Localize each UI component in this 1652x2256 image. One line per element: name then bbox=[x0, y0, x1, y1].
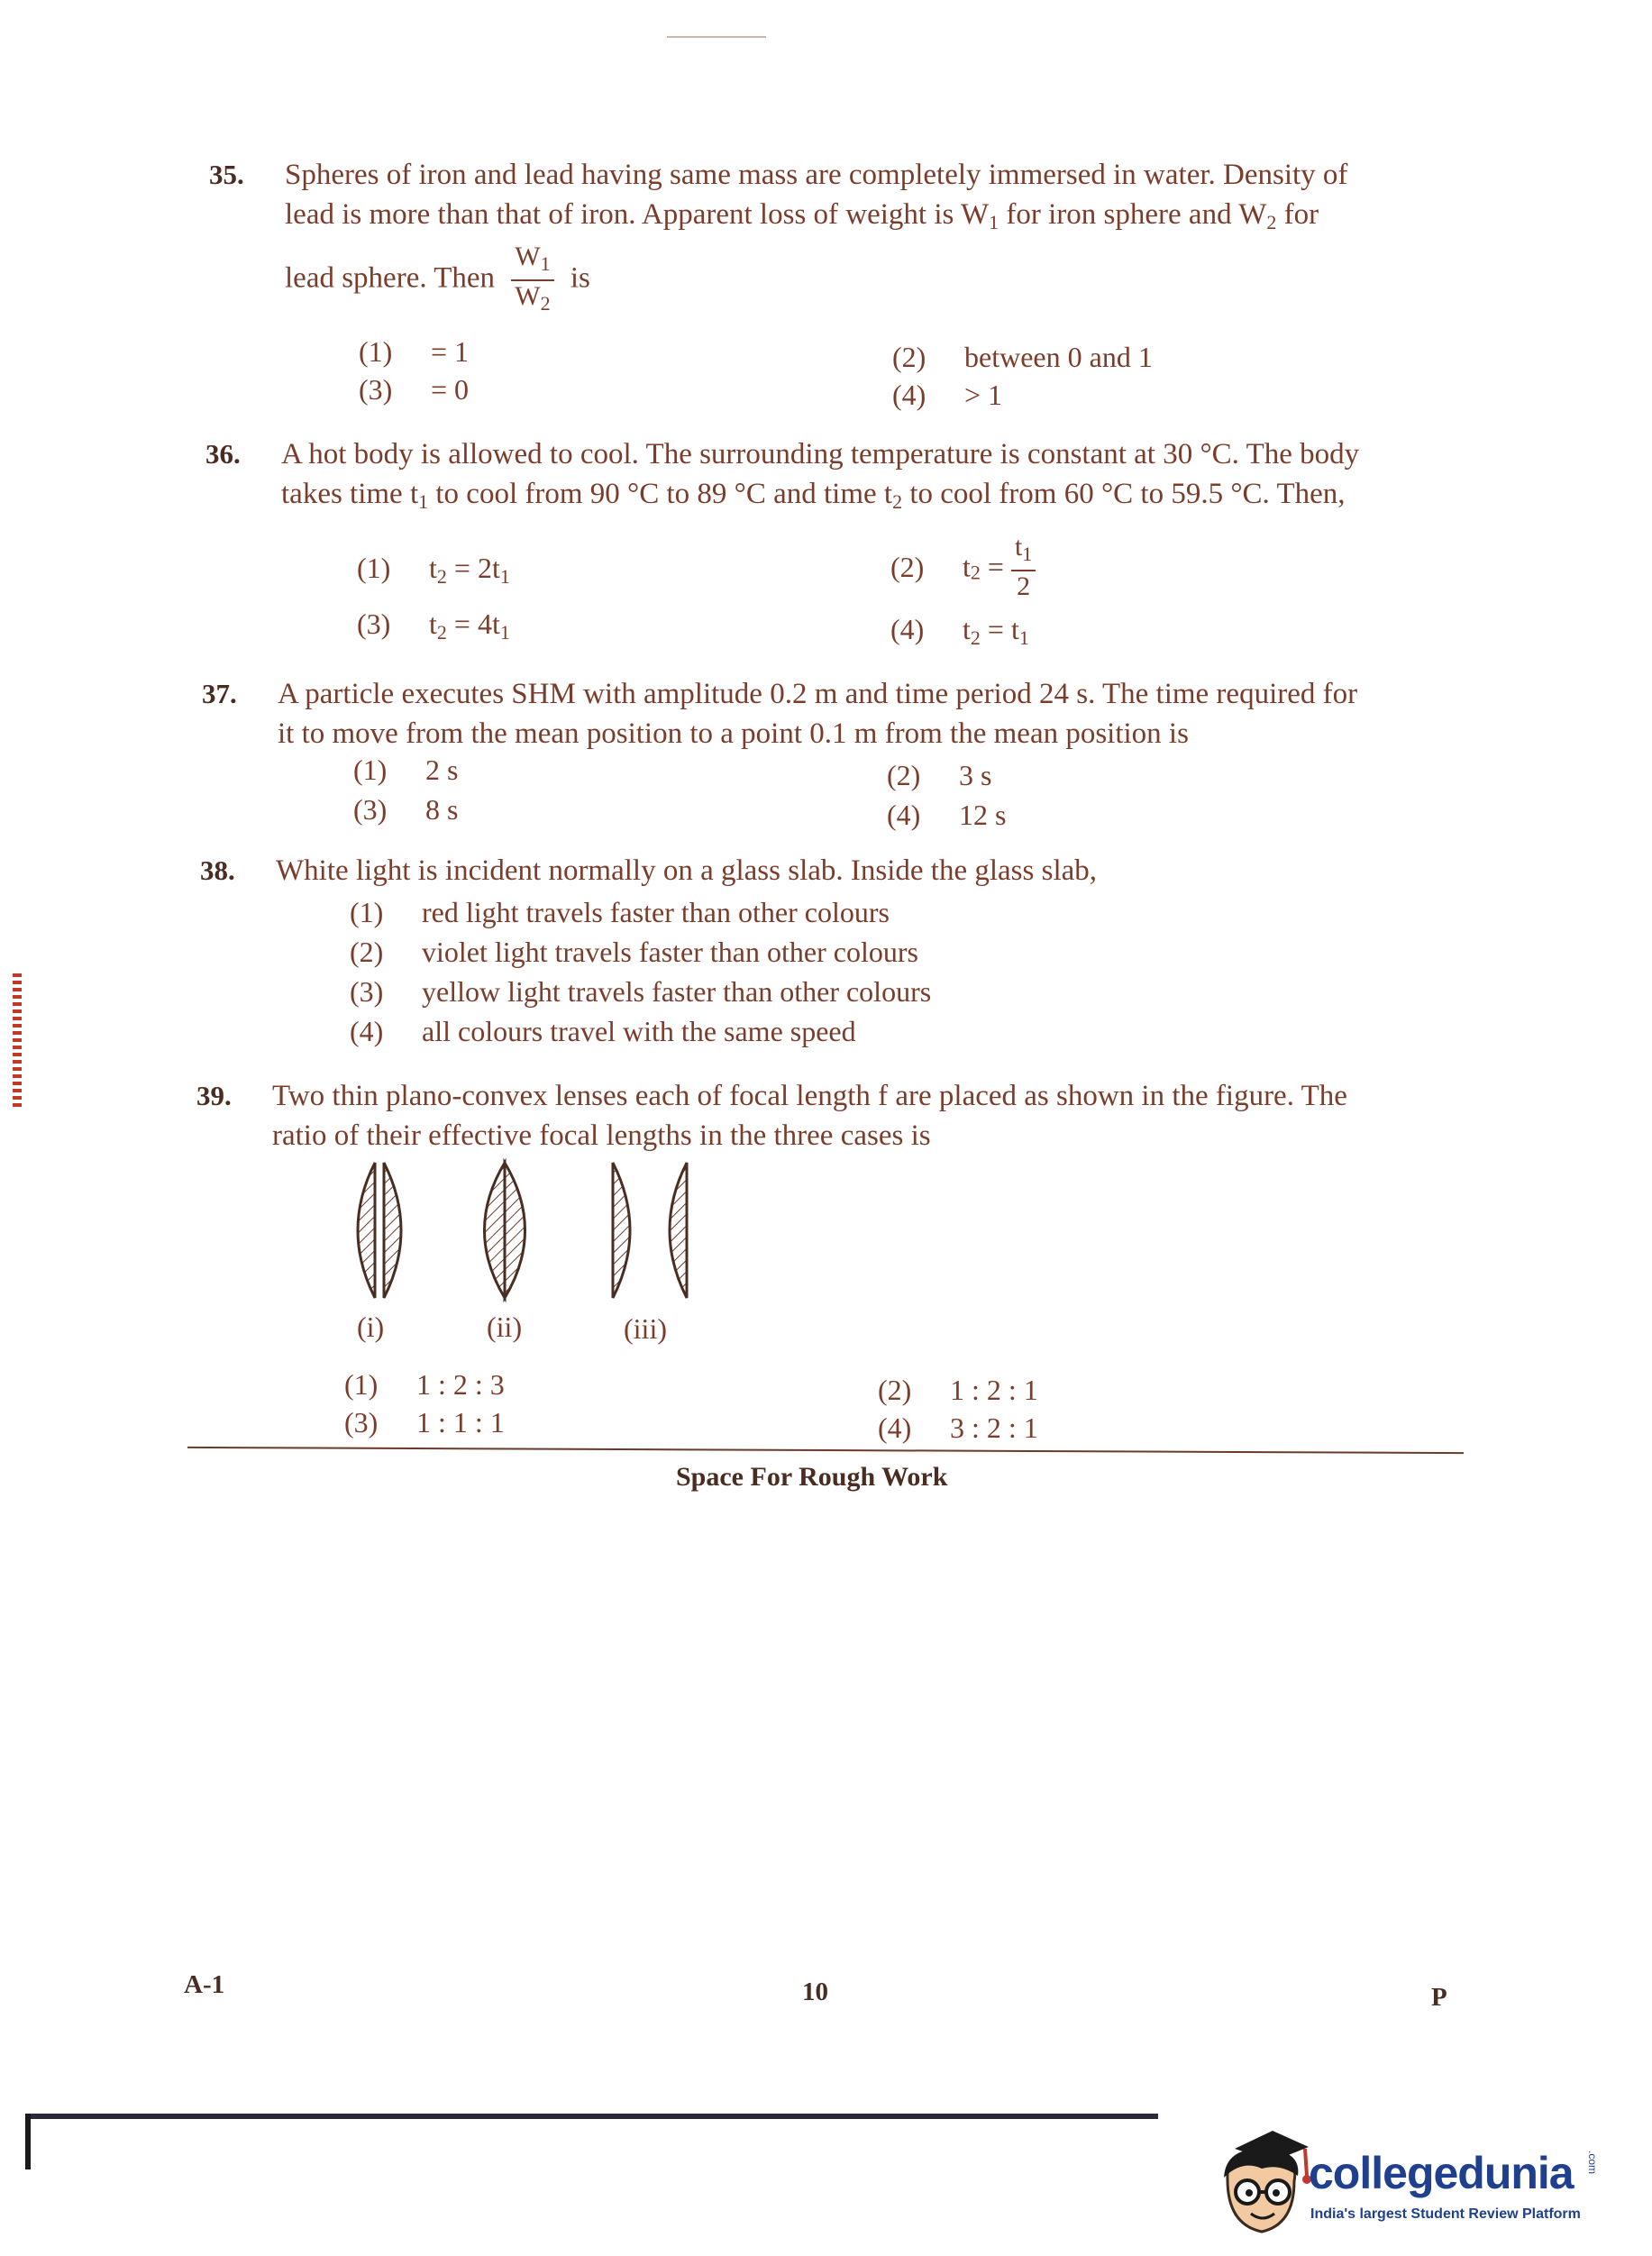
q35-line2 bbox=[285, 195, 1483, 242]
q36-line2-b: to cool from 90 °C to 89 °C and time t bbox=[428, 478, 893, 510]
option-text: = 1 bbox=[431, 335, 470, 368]
q35-sub1: 1 bbox=[989, 211, 999, 233]
option-number: (3) bbox=[353, 793, 388, 826]
q36-option-4 bbox=[890, 613, 1029, 650]
q37-line1: A particle executes SHM with amplitude 0.2 m and time period 24 s. The time required for bbox=[278, 678, 1358, 710]
option-text: between 0 and 1 bbox=[964, 341, 1153, 373]
q38-line1: White light is incident normally on a glass slab. Inside the glass slab, bbox=[276, 854, 1098, 887]
footer-code: A-1 bbox=[184, 1970, 225, 1999]
rough-work-divider bbox=[187, 1447, 1464, 1454]
option-number: (2) bbox=[887, 759, 921, 791]
q35-option-2 bbox=[892, 341, 1153, 374]
option-number: (3) bbox=[357, 607, 391, 640]
question-37-number: 37. bbox=[202, 678, 237, 709]
option-text: 1 : 2 : 1 bbox=[950, 1374, 1038, 1406]
option-number: (1) bbox=[357, 552, 391, 584]
q36-option-2 bbox=[890, 532, 1036, 602]
lens-1a bbox=[358, 1163, 375, 1298]
option-text: all colours travel with the same speed bbox=[422, 1015, 856, 1047]
q35-line2-b: for iron sphere and W bbox=[999, 198, 1267, 231]
q35-line3 bbox=[285, 242, 590, 319]
question-36-number: 36. bbox=[205, 438, 241, 470]
option-mid: = 2t bbox=[446, 552, 500, 584]
q38-option-3 bbox=[350, 975, 931, 1009]
q36-option-2-fraction bbox=[1011, 532, 1036, 602]
lens-1b bbox=[384, 1163, 401, 1298]
q39-option-3 bbox=[344, 1406, 505, 1439]
option-number: (3) bbox=[350, 975, 384, 1008]
lens-3b bbox=[670, 1163, 687, 1298]
q39-line1: Two thin plano-convex lenses each of focal length f are placed as shown in the figure. The bbox=[272, 1080, 1347, 1112]
q35-option-3 bbox=[359, 373, 469, 406]
option-number: (3) bbox=[344, 1406, 379, 1439]
option-number: (2) bbox=[350, 936, 384, 968]
q36-line2-a: takes time t bbox=[281, 478, 419, 510]
option-number: (1) bbox=[359, 335, 393, 368]
question-35-text bbox=[285, 155, 1483, 242]
q36-sub1: 1 bbox=[418, 490, 429, 513]
option-text: 3 s bbox=[959, 759, 992, 791]
option-text: 3 : 2 : 1 bbox=[950, 1411, 1038, 1444]
rough-work-label: Space For Rough Work bbox=[676, 1462, 948, 1492]
mascot-icon bbox=[1208, 2124, 1316, 2241]
lens-2a bbox=[485, 1163, 506, 1298]
option-pre: t bbox=[963, 550, 971, 583]
option-pre: t bbox=[429, 552, 437, 584]
q35-fraction bbox=[511, 242, 553, 319]
q37-option-4 bbox=[887, 799, 1006, 832]
option-text: 2 s bbox=[425, 754, 459, 786]
footer-set: P bbox=[1431, 1983, 1447, 2012]
q35-option-4 bbox=[892, 379, 1002, 412]
scan-top-mark bbox=[667, 36, 766, 38]
option-mid: = t bbox=[980, 613, 1019, 645]
option-text: 8 s bbox=[425, 793, 459, 826]
q35-line3-a: lead sphere. Then bbox=[285, 261, 496, 295]
lens-case-2 bbox=[485, 1163, 525, 1298]
option-number: (4) bbox=[878, 1411, 912, 1444]
option-mid: = bbox=[980, 550, 1011, 583]
frac-den: 2 bbox=[1017, 571, 1031, 601]
question-39-text bbox=[272, 1076, 1471, 1155]
option-number: (1) bbox=[344, 1368, 379, 1401]
option-pre: t bbox=[429, 607, 437, 640]
q35-line2-c: for bbox=[1276, 198, 1319, 231]
q38-option-1 bbox=[350, 896, 890, 929]
q36-option-1 bbox=[357, 552, 510, 589]
option-number: (4) bbox=[890, 613, 925, 645]
q35-option-1 bbox=[359, 335, 469, 369]
q35-frac-den: W bbox=[515, 281, 541, 311]
option-sub: 1 bbox=[1018, 626, 1029, 649]
option-sub: 1 bbox=[499, 565, 510, 588]
q36-option-3 bbox=[357, 607, 510, 644]
option-number: (1) bbox=[353, 754, 388, 786]
question-38-number: 38. bbox=[200, 854, 235, 886]
q35-frac-num-sub: 1 bbox=[540, 252, 551, 275]
q36-sub2: 2 bbox=[892, 490, 903, 513]
option-number: (4) bbox=[892, 379, 926, 411]
q35-sub2: 2 bbox=[1266, 211, 1277, 233]
scan-corner-mark bbox=[25, 2114, 31, 2169]
lens-figure bbox=[333, 1154, 712, 1307]
brand-tld: .com bbox=[1586, 2151, 1599, 2175]
option-number: (4) bbox=[350, 1015, 384, 1047]
option-number: (2) bbox=[892, 341, 926, 373]
brand-name: collegedunia bbox=[1309, 2148, 1574, 2198]
figure-label-i: (i) bbox=[357, 1311, 385, 1343]
lens-3a bbox=[613, 1163, 630, 1298]
scan-bottom-rule bbox=[27, 2114, 1158, 2119]
option-sub: 1 bbox=[499, 621, 510, 644]
option-text: = 0 bbox=[431, 373, 470, 406]
option-sub: 2 bbox=[436, 621, 447, 644]
option-text: 12 s bbox=[959, 799, 1007, 831]
q35-line2-a: lead is more than that of iron. Apparent loss of weight is W bbox=[285, 198, 990, 231]
q39-option-4 bbox=[878, 1411, 1038, 1445]
q39-option-1 bbox=[344, 1368, 505, 1402]
option-text: > 1 bbox=[964, 379, 1003, 411]
figure-label-iii: (iii) bbox=[624, 1312, 667, 1345]
option-sub: 2 bbox=[970, 626, 981, 649]
q39-option-2 bbox=[878, 1374, 1038, 1407]
question-35-number: 35. bbox=[209, 159, 244, 190]
option-pre: t bbox=[963, 613, 971, 645]
lens-2b bbox=[505, 1163, 525, 1298]
option-text: red light travels faster than other colours bbox=[422, 896, 890, 928]
q39-line2: ratio of their effective focal lengths in the three cases is bbox=[272, 1119, 931, 1152]
option-number: (2) bbox=[890, 550, 925, 583]
figure-label-ii: (ii) bbox=[487, 1311, 523, 1343]
lens-case-1 bbox=[358, 1163, 401, 1298]
question-37-text bbox=[278, 674, 1476, 754]
q38-option-2 bbox=[350, 936, 918, 969]
option-number: (3) bbox=[359, 373, 393, 406]
q36-line2 bbox=[281, 474, 1480, 522]
lens-case-3 bbox=[613, 1163, 687, 1298]
question-36-text bbox=[281, 434, 1480, 522]
option-number: (2) bbox=[878, 1374, 912, 1406]
frac-num: t bbox=[1014, 532, 1023, 562]
q35-frac-num: W bbox=[515, 242, 541, 271]
q35-line3-b: is bbox=[570, 261, 590, 295]
option-mid: = 4t bbox=[446, 607, 500, 640]
q35-line1: Spheres of iron and lead having same mass are completely immersed in water. Density of bbox=[285, 159, 1348, 191]
q36-line1: A hot body is allowed to cool. The surrounding temperature is constant at 30 °C. The body bbox=[281, 438, 1360, 470]
option-number: (1) bbox=[350, 896, 384, 928]
q37-option-1 bbox=[353, 754, 458, 787]
question-39-number: 39. bbox=[196, 1080, 232, 1111]
option-text: 1 : 1 : 1 bbox=[416, 1406, 505, 1439]
q38-option-4 bbox=[350, 1015, 856, 1048]
q37-option-2 bbox=[887, 759, 991, 792]
q35-frac-den-sub: 2 bbox=[540, 292, 551, 315]
binding-marks bbox=[13, 973, 22, 1109]
collegedunia-watermark bbox=[1208, 2124, 1604, 2250]
option-number: (4) bbox=[887, 799, 921, 831]
frac-num-sub: 1 bbox=[1022, 543, 1033, 565]
q37-option-3 bbox=[353, 793, 458, 827]
footer-page-number: 10 bbox=[802, 1977, 828, 2006]
option-sub: 2 bbox=[436, 565, 447, 588]
option-text: violet light travels faster than other colours bbox=[422, 936, 918, 968]
option-sub: 2 bbox=[970, 561, 981, 584]
option-text: yellow light travels faster than other colours bbox=[422, 975, 932, 1008]
q37-line2: it to move from the mean position to a point 0.1 m from the mean position is bbox=[278, 717, 1189, 750]
option-text: 1 : 2 : 3 bbox=[416, 1368, 505, 1401]
q36-line2-c: to cool from 60 °C to 59.5 °C. Then, bbox=[902, 478, 1346, 510]
brand-tagline: India's largest Student Review Platform bbox=[1310, 2206, 1581, 2222]
